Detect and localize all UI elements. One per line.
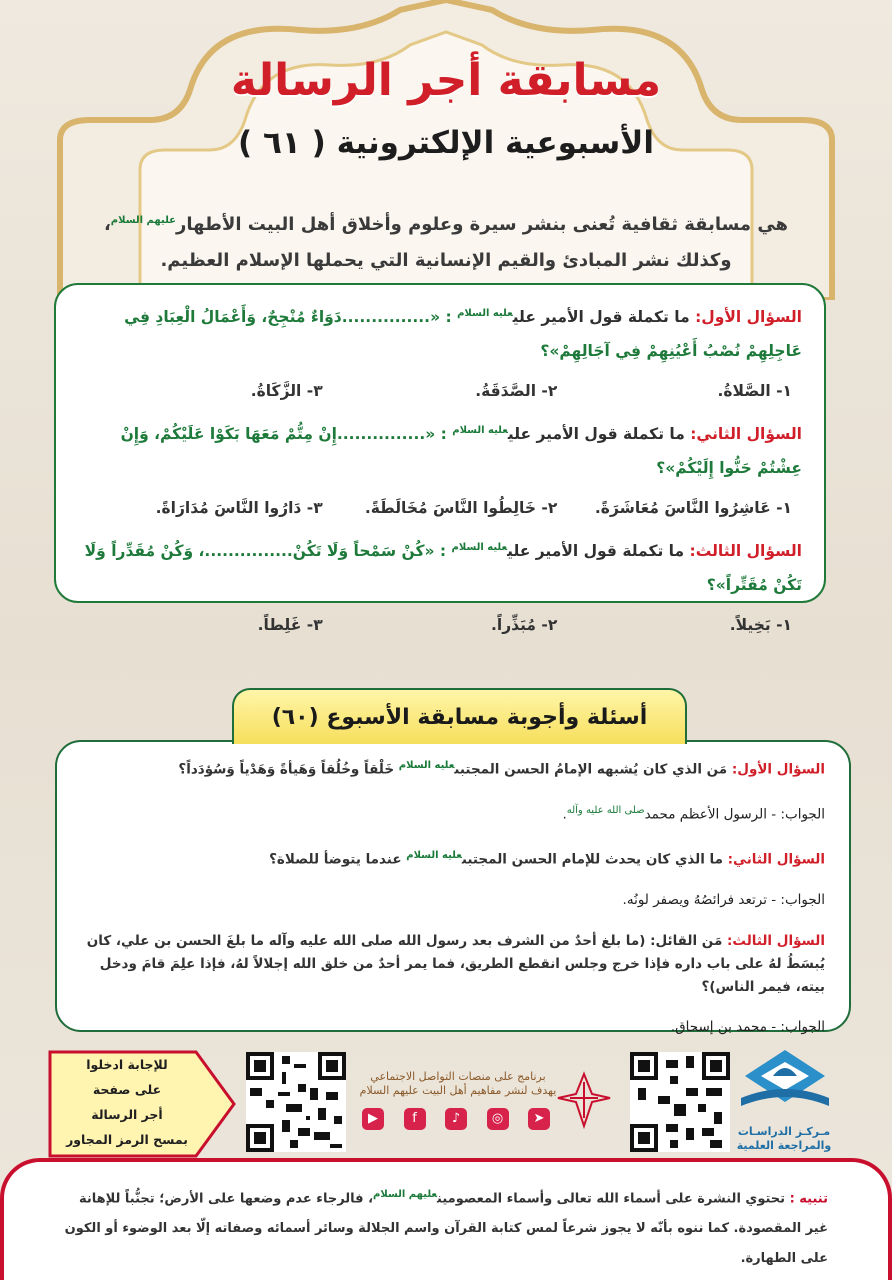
youtube-icon[interactable]: ▶	[362, 1108, 384, 1130]
honor-mark: عليهم السلام	[373, 1189, 438, 1200]
program-logo-icon	[552, 1068, 616, 1132]
question-text: ما الذي كان يحدث للإمام الحسن المجتبى	[461, 851, 723, 868]
question-label: السؤال الأول:	[731, 761, 825, 778]
warning-notice	[0, 1158, 892, 1280]
center-name-line: والمراجعة العلمية	[736, 1139, 832, 1152]
option[interactable]: ٣- الزَّكَاةُ.	[250, 382, 323, 401]
honor-mark: عليه السلام	[406, 850, 462, 861]
honor-mark: عليه السلام	[457, 308, 513, 319]
options-row-2	[78, 491, 802, 525]
answer-text: الجواب: - محمد بن إسحاق.	[670, 1018, 825, 1035]
answer-text: الجواب: - ترتعد فرائصُهُ ويصفر لونُه.	[622, 891, 825, 908]
question-text: مَن الذي كان يُشبهه الإمامُ الحسن المجتبى	[454, 761, 728, 778]
honor-mark: عليهم السلام	[110, 215, 176, 226]
page-subtitle: الأسبوعية الإلكترونية ( ٦١ )	[238, 125, 654, 161]
intro-text	[90, 203, 802, 279]
option[interactable]: ٢- مُبَذِّراً.	[491, 616, 558, 635]
question-text: ما تكملة قول الأمير علي	[507, 542, 685, 561]
option[interactable]: ١- الصَّلاةُ.	[717, 382, 792, 401]
question-1	[78, 297, 802, 368]
answers-box	[55, 740, 851, 1035]
intro-line-1-end: ،	[103, 214, 111, 235]
option[interactable]: ٢- خَالِطُوا النَّاسَ مُخَالَطَةً.	[364, 499, 558, 518]
option[interactable]: ٣- دَارُوا النَّاسَ مُدَارَاةً.	[155, 499, 323, 518]
intro-line-1: هي مسابقة ثقافية تُعنى بنشر سيرة وعلوم وأخلاق أهل البيت الأطهار	[176, 214, 789, 235]
instagram-icon[interactable]: ◎	[487, 1108, 509, 1130]
page-title: مسابقة أجر الرسالة	[230, 55, 662, 106]
study-center-name	[733, 1125, 835, 1153]
scan-line: على صفحة	[92, 1082, 162, 1097]
question-text: ما تكملة قول الأمير علي	[507, 425, 685, 444]
scan-line: أجر الرسالة	[91, 1107, 163, 1122]
options-row-3	[78, 608, 802, 642]
facebook-icon[interactable]: f	[404, 1108, 426, 1130]
honor-mark: صلى الله عليه وآله	[566, 804, 645, 816]
questions-box	[54, 283, 826, 635]
option[interactable]: ١- عَاشِرُوا النَّاسَ مُعَاشَرَةً.	[594, 499, 792, 518]
question-quote: : «...............إِنْ مِتُّمْ مَعَهَا بَكَوْا عَلَيْكُمْ، وَإِنْ عِشْتُمْ حَنُّوا إِلَيْكُمْ»؟	[120, 425, 802, 478]
telegram-icon[interactable]: ➤	[528, 1108, 550, 1130]
option[interactable]: ٣- غَلِطاً.	[257, 616, 323, 635]
prev-question-1	[79, 754, 825, 782]
question-2	[78, 414, 802, 485]
prev-question-3	[79, 930, 825, 999]
question-text-end: خَلْقاً وخُلُقاً وَهَيأةً وَهَدْياً وَسُؤدَداً؟	[178, 761, 395, 778]
answer-2	[79, 889, 825, 912]
social-line: يهدف لنشر مفاهيم أهل البيت عليهم السلام	[359, 1084, 557, 1097]
option[interactable]: ٢- الصَّدَقَةُ.	[475, 382, 558, 401]
answer-3	[79, 1016, 825, 1039]
qr-code-left[interactable]	[246, 1052, 346, 1152]
warning-text: تحتوي النشرة على أسماء الله تعالى وأسماء المعصومين	[437, 1191, 786, 1207]
question-label: السؤال الأول:	[695, 308, 802, 327]
question-label: السؤال الثالث:	[689, 542, 802, 561]
social-icons-row	[362, 1108, 550, 1130]
question-text-end: عندما يتوضأ للصلاة؟	[269, 851, 402, 868]
honor-mark: عليه السلام	[451, 542, 508, 554]
warning-text-end: ، فالرجاء عدم وضعها على الأرض؛ تجنُّباً للإهانة غير المقصودة. كما ننوه بأنّه لا يجوز شرعاً لمس كتابة القرآن واسم الجلالة وسائر أسمائه وصفاته إلّا بعد الوضوء أو الكون على الطهارة.	[64, 1191, 828, 1267]
question-label: السؤال الثاني:	[727, 851, 825, 868]
warning-label: تنبيه :	[789, 1191, 828, 1207]
answers-section-title: أسئلة وأجوبة مسابقة الأسبوع (٦٠)	[232, 688, 687, 744]
question-quote: : «...............دَوَاءٌ مُنْجِحٌ، وَأَعْمَالُ الْعِبَادِ فِي عَاجِلِهِمْ نُصْبُ أَعْيُنِهِمْ فِي آجَالِهِمْ»؟	[124, 308, 802, 361]
answer-1	[79, 799, 825, 827]
social-description	[358, 1070, 558, 1098]
question-quote: : «كُنْ سَمْحاً وَلَا تَكُنْ...............، وَكُنْ مُقَدِّراً وَلَا تَكُنْ مُقَتِّراً»؟	[84, 542, 802, 595]
question-3	[78, 531, 802, 602]
option[interactable]: ١- بَخِيلاً.	[729, 616, 792, 635]
scan-instructions	[52, 1052, 202, 1152]
prev-question-2	[79, 844, 825, 872]
intro-line-2: وكذلك نشر المبادئ والقيم الإنسانية التي يحملها الإسلام العظيم.	[160, 250, 732, 271]
scan-line: للإجابة ادخلوا	[86, 1057, 168, 1072]
center-name-line: مـركـز الدراسـات	[737, 1125, 831, 1138]
social-line: برنامج على منصات التواصل الاجتماعي	[370, 1070, 546, 1083]
qr-code-right[interactable]	[630, 1052, 730, 1152]
answer-end: .	[562, 806, 567, 822]
study-center-logo-icon	[735, 1046, 835, 1126]
tiktok-icon[interactable]: ♪	[445, 1108, 467, 1130]
question-label: السؤال الثالث:	[727, 932, 825, 949]
question-label: السؤال الثاني:	[690, 425, 802, 444]
options-row-1	[78, 374, 802, 408]
answer-text: الجواب: - الرسول الأعظم محمد	[644, 806, 825, 822]
honor-mark: عليه السلام	[398, 760, 455, 771]
honor-mark: عليه السلام	[452, 425, 508, 437]
question-text: ما تكملة قول الأمير علي	[512, 308, 690, 327]
question-text: مَن القائل: (ما بلغ أحدٌ من الشرف بعد رسول الله صلى الله عليه وآله ما بلغَ الحسن بن علي، كان يُبسَطُ لهُ على باب داره فإذا خرج وجلس انقطع الطريق، فما يمر أحدٌ من خلق الله إجلالاً لهُ، فإذا علِمَ قامَ ودخل بيته، فيمر الناس)؟	[86, 932, 825, 995]
scan-line: بمسح الرمز المجاور	[66, 1132, 188, 1147]
